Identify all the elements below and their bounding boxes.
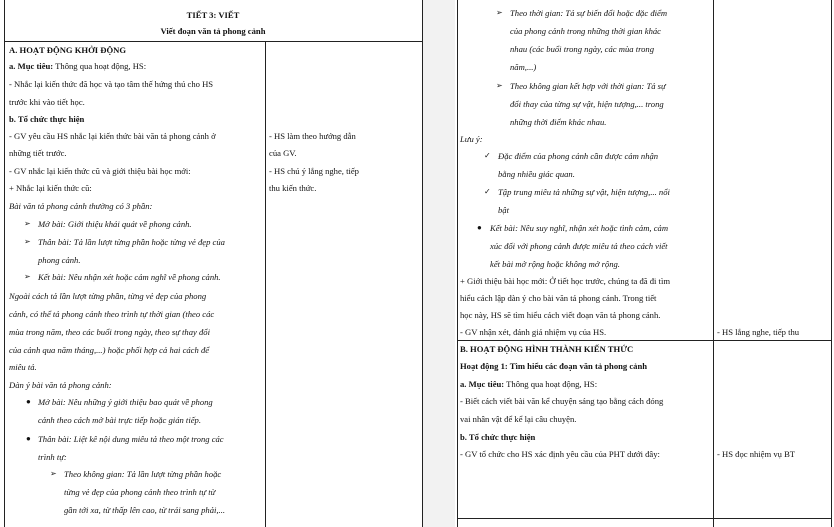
- outline-time-2: của phong cảnh trong những thời gian khác: [510, 26, 661, 36]
- table-border-left: [4, 0, 5, 527]
- paragraph-line-5: miêu tả.: [9, 362, 37, 372]
- arrow-bullet-icon: ➢: [24, 272, 31, 281]
- structure-than-bai-2: phong cảnh.: [38, 255, 81, 265]
- note-heading: Lưu ý:: [460, 134, 483, 144]
- paragraph-line-3: mùa trong năm, theo các buổi trong ngày, theo sự thay đổi: [9, 327, 210, 337]
- gv-line-3: - GV nhắc lại kiến thức cũ và giới thiệu bài học mới:: [9, 166, 191, 176]
- note-2-line-1: Tập trung miêu tả những sự vật, hiện tượng,... nổi: [498, 187, 670, 197]
- outline-mo-bai-1: Mở bài: Nêu những ý giới thiệu bao quát về phong: [38, 397, 213, 407]
- outline-mo-bai-2: cảnh theo cách mở bài trực tiếp hoặc gián tiếp.: [38, 415, 201, 425]
- check-bullet-icon: ✓: [484, 151, 491, 160]
- arrow-bullet-icon: ➢: [24, 237, 31, 246]
- outline-than-bai-2: trình tự:: [38, 452, 67, 462]
- gv-line-1: - GV yêu cầu HS nhắc lại kiến thức bài văn tả phong cảnh ở: [9, 131, 216, 141]
- right-page: [455, 0, 834, 527]
- note-2-line-2: bật: [498, 205, 509, 215]
- note-1-line-2: bằng nhiều giác quan.: [498, 169, 575, 179]
- check-bullet-icon: ✓: [484, 187, 491, 196]
- outline-space-1: Theo không gian: Tả lần lượt từng phần hoặc: [64, 469, 222, 479]
- lesson-subtitle: Viết đoạn văn tả phong cảnh: [160, 26, 266, 36]
- outline-ket-bai-1: Kết bài: Nêu suy nghĩ, nhận xét hoặc tình cảm, cảm: [490, 223, 669, 233]
- paragraph-line-4: của cảnh qua năm tháng,...) hoặc phối hợp cả hai cách để: [9, 345, 210, 355]
- outline-than-bai-1: Thân bài: Liệt kê nội dung miêu tả theo một trong các: [38, 434, 224, 444]
- intro-line-2: hiểu cách lập dàn ý cho bài văn tả phong cảnh. Trong tiết: [460, 293, 657, 303]
- table-column-divider: [713, 0, 714, 527]
- goal-detail-2: vai nhân vật để kể lại câu chuyện.: [460, 414, 577, 424]
- gv-pht: - GV tổ chức cho HS xác định yêu cầu của PHT dưới đây:: [460, 449, 660, 459]
- outline-combined-3: những thời điểm khác nhau.: [510, 117, 607, 127]
- activity-1-heading: Hoạt động 1: Tìm hiểu các đoạn văn tả phong cảnh: [460, 361, 648, 371]
- gv-line-2: những tiết trước.: [9, 148, 67, 158]
- structure-ket-bai: Kết bài: Nêu nhận xét hoặc cảm nghĩ về phong cảnh.: [38, 272, 221, 282]
- gv-review: - GV nhận xét, đánh giá nhiệm vụ của HS.: [460, 327, 607, 337]
- goal-detail-1: - Nhắc lại kiến thức đã học và tạo tâm thế hứng thú cho HS: [9, 79, 214, 89]
- arrow-bullet-icon: ➢: [50, 469, 57, 478]
- goal-detail-2: trước khi vào tiết học.: [9, 97, 85, 107]
- arrow-bullet-icon: ➢: [496, 81, 503, 90]
- table-border-right: [831, 0, 832, 527]
- outline-time-3: nhau (các buổi trong ngày, các mùa trong: [510, 44, 655, 54]
- hs-line-3: - HS chú ý lắng nghe, tiếp: [269, 166, 359, 176]
- table-border-left: [457, 0, 458, 527]
- hs-listen: - HS lắng nghe, tiếp thu: [717, 327, 800, 337]
- goal-detail-1: - Biết cách viết bài văn kể chuyện sáng tạo bằng cách đóng: [460, 396, 664, 406]
- paragraph-line-2: cảnh, có thể tả phong cảnh theo trình tự thời gian (theo các: [9, 309, 215, 319]
- outline-ket-bai-2: xúc đối với phong cảnh được miêu tả theo cách viết: [490, 241, 668, 251]
- arrow-bullet-icon: ➢: [24, 219, 31, 228]
- hs-read-task: - HS đọc nhiệm vụ BT: [717, 449, 796, 459]
- note-1-line-1: Đặc điểm của phong cảnh cần được cảm nhận: [498, 151, 659, 161]
- paragraph-line-1: Ngoài cách tả lần lượt từng phần, từng vẻ đẹp của phong: [9, 291, 207, 301]
- intro-line-3: học này, HS sẽ tìm hiểu cách viết đoạn văn tả phong cảnh.: [460, 310, 661, 320]
- outline-time-4: năm,...): [510, 62, 537, 72]
- structure-than-bai-1: Thân bài: Tả lần lượt từng phần hoặc từng vẻ đẹp của: [38, 237, 225, 247]
- lesson-title: TIẾT 3: VIẾT: [186, 10, 240, 20]
- outline-heading: Dàn ý bài văn tả phong cảnh:: [9, 380, 112, 390]
- table-border-right: [422, 0, 423, 527]
- goal-line: a. Mục tiêu: Thông qua hoạt động, HS:: [460, 379, 598, 389]
- section-a-heading: A. HOẠT ĐỘNG KHỞI ĐỘNG: [9, 45, 127, 55]
- hs-line-2: của GV.: [269, 148, 297, 158]
- section-b-heading: B. HOẠT ĐỘNG HÌNH THÀNH KIẾN THỨC: [460, 344, 634, 354]
- hs-line-4: thu kiến thức.: [269, 183, 317, 193]
- dot-bullet-icon: ●: [26, 397, 31, 406]
- goal-line: a. Mục tiêu: Thông qua hoạt động, HS:: [9, 61, 147, 71]
- outline-time-1: Theo thời gian: Tả sự biến đổi hoặc đặc điểm: [510, 8, 668, 18]
- intro-line-1: + Giới thiệu bài học mới: Ở tiết học trước, chúng ta đã đi tìm: [460, 276, 671, 286]
- structure-intro: Bài văn tả phong cảnh thường có 3 phần:: [9, 201, 153, 211]
- structure-mo-bai: Mở bài: Giới thiệu khái quát về phong cảnh.: [38, 219, 192, 229]
- outline-space-2: từng vẻ đẹp của phong cảnh theo trình tự từ: [64, 487, 216, 497]
- gv-line-4: + Nhắc lại kiến thức cũ:: [9, 183, 92, 193]
- page-gutter: [423, 0, 455, 527]
- organize-heading: b. Tổ chức thực hiện: [9, 114, 85, 124]
- arrow-bullet-icon: ➢: [496, 8, 503, 17]
- dot-bullet-icon: ●: [477, 223, 482, 232]
- outline-ket-bai-3: kết bài mở rộng hoặc không mở rộng.: [490, 259, 620, 269]
- outline-space-3: gần tới xa, từ thấp lên cao, từ trái sang phải,...: [64, 505, 226, 515]
- dot-bullet-icon: ●: [26, 434, 31, 443]
- outline-combined-2: đổi thay của từng sự vật, hiện tượng,... trong: [510, 99, 664, 109]
- table-bottom-border: [457, 518, 831, 519]
- organize-heading: b. Tổ chức thực hiện: [460, 432, 536, 442]
- table-column-divider: [265, 41, 266, 527]
- outline-combined-1: Theo không gian kết hợp với thời gian: Tả sự: [510, 81, 666, 91]
- hs-line-1: - HS làm theo hướng dẫn: [269, 131, 356, 141]
